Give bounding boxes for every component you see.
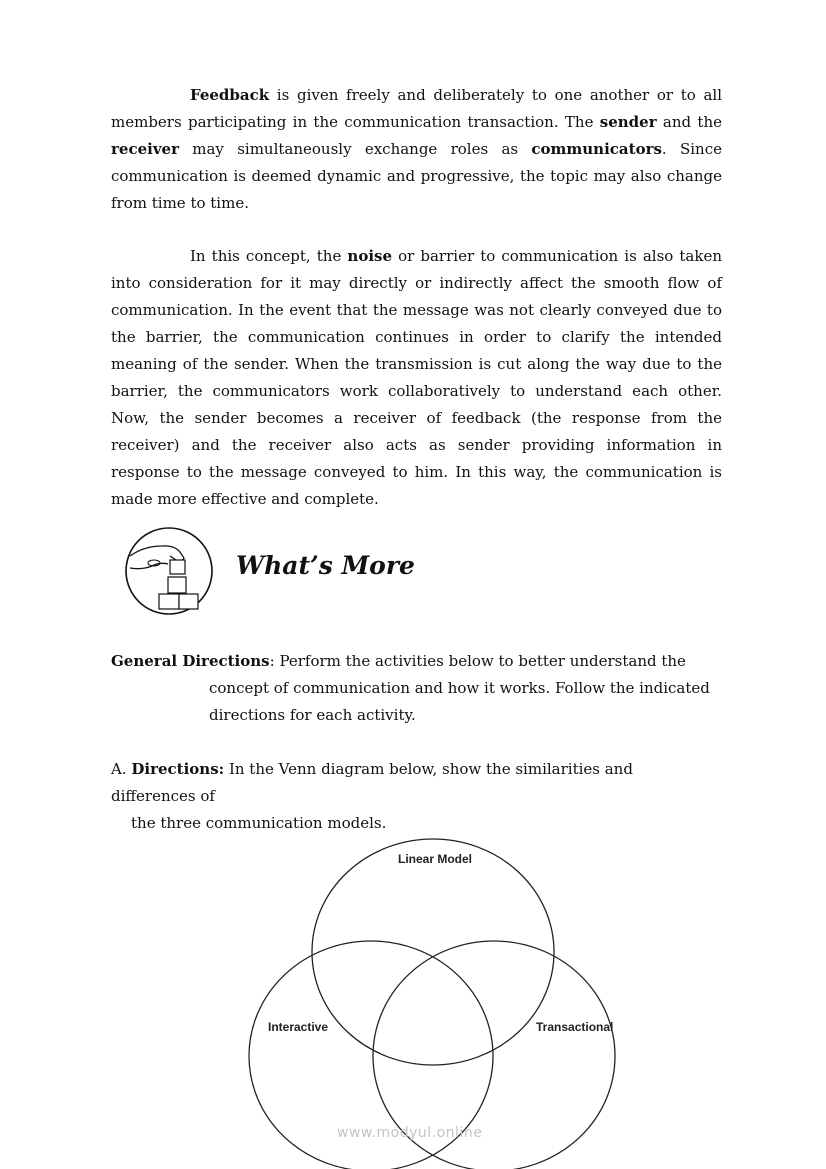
directions-label: Directions:	[131, 760, 225, 778]
hand-stacking-blocks-icon	[124, 526, 214, 616]
venn-circle-linear	[312, 839, 554, 1065]
venn-label-linear: Linear Model	[397, 852, 473, 866]
activity-a-directions: A. Directions: In the Venn diagram below, show the similarities and differences of the three communication models.	[111, 760, 633, 832]
term-receiver: receiver	[111, 140, 179, 158]
section-title: What’s More	[236, 551, 415, 580]
noise-paragraph: In this concept, the noise or barrier to communication is also taken into consideration for it may directly or indirectly affect the smooth flow of communication. In the event that the message was not clearly conveyed due to the barrier, the communication continues in order to clarify the intended meaning of the sender. When the transmission is cut along the way due to the barrier, the communicators work collaboratively to understand each other. Now, the sender becomes a receiver of feedback (the response from the receiver) and the receiver also acts as sender providing information in response to the message conveyed to him. In this way, the communication is made more effective and complete.	[111, 247, 722, 508]
general-directions: General Directions: Perform the activities below to better understand the concept of communication and how it works. Follow the indicated directions for each activity.	[111, 652, 710, 724]
general-directions-label: General Directions	[111, 652, 270, 670]
term-noise: noise	[347, 247, 393, 265]
watermark: www.modyul.online	[337, 1125, 483, 1141]
term-communicators: communicators	[531, 140, 662, 158]
venn-label-interactive: Interactive	[268, 1020, 329, 1034]
term-sender: sender	[599, 113, 657, 131]
venn-diagram	[240, 836, 630, 1169]
feedback-paragraph: Feedback is given freely and deliberately to one another or to all members participating in the communication transaction. The sender and the receiver may simultaneously exchange roles as communicators. Since communication is deemed dynamic and progressive, the topic may also change from time to time.	[111, 86, 722, 212]
term-feedback: Feedback	[190, 86, 270, 104]
venn-label-transactional: Transactional	[536, 1020, 614, 1034]
